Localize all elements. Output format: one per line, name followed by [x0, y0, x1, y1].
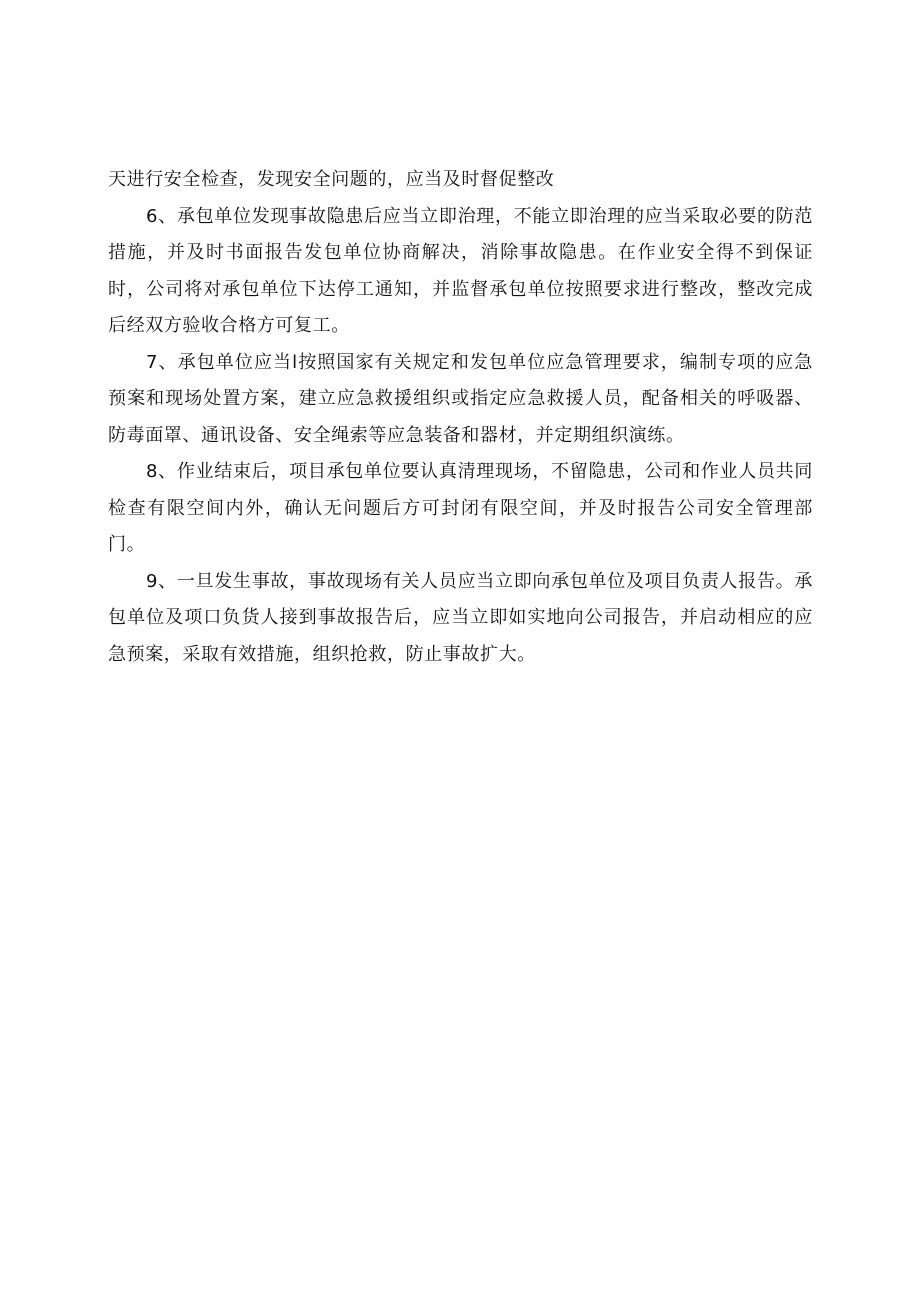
paragraph-item-9: 9、一旦发生事故，事故现场有关人员应当立即向承包单位及项目负责人报告。承包单位及项口负货人接到事故报告后，应当立即如实地向公司报告，并启动相应的应急预案，采取有效措施，组织抢救，防止事故扩大。	[108, 570, 813, 665]
paragraph-item-6: 6、承包单位发现事故隐患后应当立即治理，不能立即治理的应当采取必要的防范措施，并及时书面报告发包单位协商解决，消除事故隐患。在作业安全得不到保证时，公司将对承包单位下达停工通知，并监督承包单位按照要求进行整改，整改完成后经双方验收合格方可复工。	[108, 205, 813, 336]
paragraph-item-7: 7、承包单位应当l按照国家有关规定和发包单位应急管理要求，编制专项的应急预案和现场处置方案，建立应急救援组织或指定应急救援人员，配备相关的呼吸器、防毒面罩、通讯设备、安全绳索等应急装备和器材，并定期组织演练。	[108, 351, 813, 446]
document-body	[108, 162, 813, 673]
paragraph-item-8: 8、作业结束后，项目承包单位要认真清理现场，不留隐患，公司和作业人员共同检查有限空间内外，确认无问题后方可封闭有限空间，并及时报告公司安全管理部门。	[108, 461, 813, 555]
paragraph-continuation: 天进行安全检查，发现安全问题的，应当及时督促整改	[108, 169, 555, 190]
